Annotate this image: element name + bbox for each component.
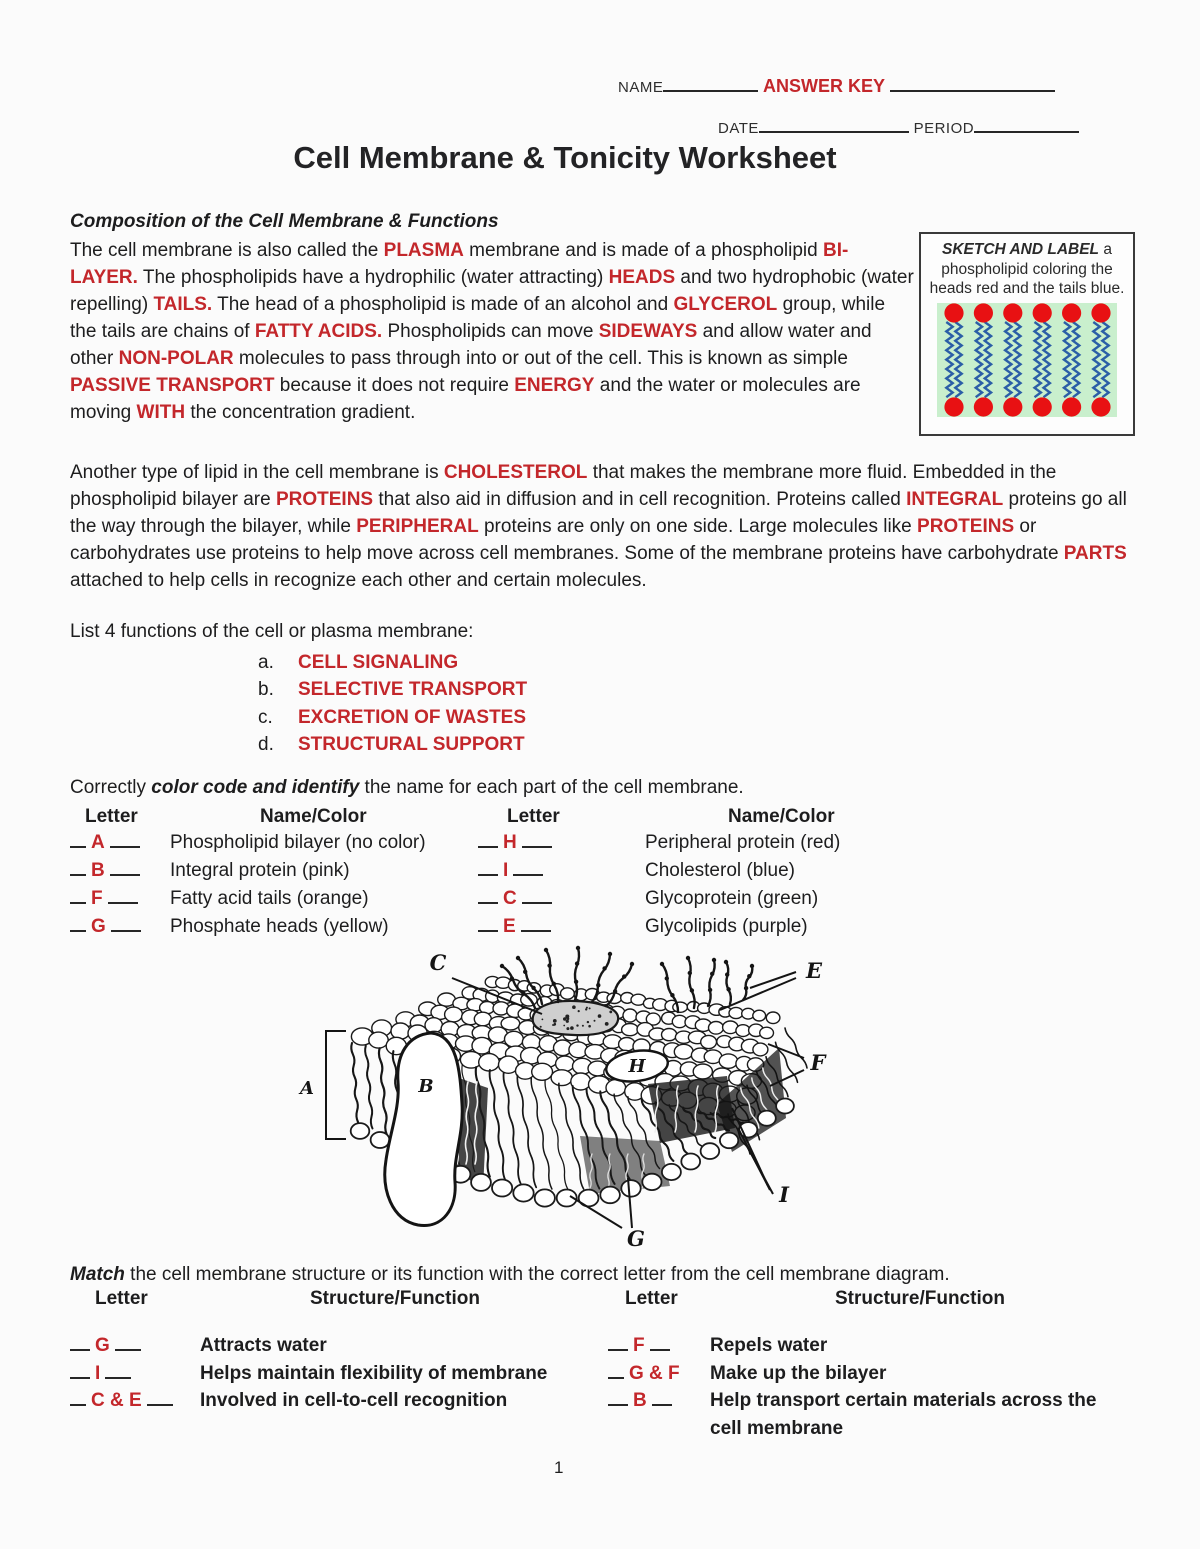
structure-cell: Make up the bilayer bbox=[710, 1362, 887, 1384]
letter-cell: I bbox=[478, 860, 645, 882]
sketch-box-caption bbox=[927, 240, 1127, 299]
page-title: Cell Membrane & Tonicity Worksheet bbox=[293, 140, 837, 175]
color-code-header-name-1: Name/Color bbox=[260, 806, 367, 827]
sketch-box-text: a phospholipid coloring the heads red and the tails blue. bbox=[929, 241, 1125, 297]
name-cell: Phosphate heads (yellow) bbox=[170, 916, 389, 937]
list-marker: c. bbox=[258, 706, 273, 728]
match-row bbox=[608, 1332, 1128, 1360]
cell-membrane-diagram bbox=[280, 936, 850, 1258]
functions-list bbox=[258, 649, 527, 758]
date-label: DATE bbox=[718, 120, 759, 137]
name-cell: Phospholipid bilayer (no color) bbox=[170, 832, 426, 853]
sketch-box-heading: SKETCH AND LABEL bbox=[942, 241, 1100, 258]
label-e: E bbox=[805, 958, 823, 983]
list-item bbox=[258, 731, 527, 758]
table-row bbox=[478, 888, 840, 916]
list-marker: d. bbox=[258, 733, 274, 755]
name-cell: Glycoprotein (green) bbox=[645, 888, 819, 909]
match-header-letter-1: Letter bbox=[95, 1288, 148, 1309]
match-left-column bbox=[70, 1332, 547, 1415]
name-cell: Integral protein (pink) bbox=[170, 860, 350, 881]
list-answer: STRUCTURAL SUPPORT bbox=[298, 733, 525, 755]
letter-cell: F bbox=[70, 888, 170, 910]
name-cell: Peripheral protein (red) bbox=[645, 832, 841, 853]
table-row bbox=[478, 832, 840, 860]
label-h: H bbox=[628, 1056, 646, 1077]
name-cell: Cholesterol (blue) bbox=[645, 860, 795, 881]
list-item bbox=[258, 704, 527, 731]
name-label: NAME bbox=[618, 79, 664, 96]
letter-cell: A bbox=[70, 832, 170, 854]
label-c: C bbox=[429, 950, 447, 975]
period-blank bbox=[974, 118, 1079, 133]
page-number: 1 bbox=[554, 1458, 564, 1477]
letter-cell: H bbox=[478, 832, 645, 854]
label-b: B bbox=[418, 1076, 434, 1097]
match-header-sf-1: Structure/Function bbox=[310, 1288, 480, 1309]
answer-key-text: ANSWER KEY bbox=[763, 76, 886, 96]
letter-cell: C & E bbox=[70, 1387, 200, 1415]
label-a: A bbox=[300, 1078, 314, 1099]
structure-cell: Attracts water bbox=[200, 1335, 327, 1356]
list-marker: b. bbox=[258, 679, 274, 701]
pointer-line-i3 bbox=[748, 1148, 773, 1194]
list-answer: CELL SIGNALING bbox=[298, 652, 459, 673]
name-row bbox=[618, 76, 1055, 97]
color-code-intro: Correctly color code and identify the name for each part of the cell membrane. bbox=[70, 777, 744, 798]
match-header-letter-2: Letter bbox=[625, 1288, 678, 1309]
table-row bbox=[70, 832, 426, 860]
letter-cell: G & F bbox=[608, 1360, 710, 1388]
structure-cell: Helps maintain flexibility of membrane bbox=[200, 1362, 548, 1384]
composition-heading: Composition of the Cell Membrane & Functions bbox=[70, 211, 499, 232]
table-row bbox=[70, 888, 426, 916]
date-row bbox=[718, 118, 1079, 137]
list-answer: EXCRETION OF WASTES bbox=[298, 706, 527, 728]
letter-cell: E bbox=[478, 916, 645, 938]
bilayer-bracket bbox=[326, 1031, 346, 1139]
match-row bbox=[70, 1360, 547, 1388]
list-answer: SELECTIVE TRANSPORT bbox=[298, 679, 528, 701]
letter-cell: G bbox=[70, 916, 170, 938]
date-blank bbox=[759, 118, 909, 133]
color-code-right-column bbox=[478, 832, 840, 944]
list-marker: a. bbox=[258, 652, 274, 673]
match-row bbox=[608, 1360, 1128, 1388]
label-g: G bbox=[627, 1226, 645, 1251]
letter-cell: B bbox=[70, 860, 170, 882]
match-right-column bbox=[608, 1332, 1128, 1443]
structure-cell: Repels water bbox=[710, 1335, 828, 1356]
match-intro: Match the cell membrane structure or its function with the correct letter from the cell membrane diagram. bbox=[70, 1264, 950, 1285]
color-code-left-column bbox=[70, 832, 426, 944]
composition-paragraph-2: Another type of lipid in the cell membrane is CHOLESTEROL that makes the membrane more fluid. Embedded in the phospholipid bilayer are PROTEINS that also aid in diffusion and in cell recognition. Proteins called INTEGRAL proteins go all the way through the bilayer, while PERIPHERAL proteins are only on one side. Large molecules like PROTEINS or carbohydrates use proteins to help move across cell membranes. Some of the membrane proteins have carbohydrate PARTS attached to help cells in recognize each other and certain molecules. bbox=[70, 462, 1127, 591]
sketch-and-label-box bbox=[919, 232, 1135, 436]
table-row bbox=[70, 860, 426, 888]
color-code-header-letter-1: Letter bbox=[85, 806, 138, 827]
color-code-header-name-2: Name/Color bbox=[728, 806, 835, 827]
table-row bbox=[478, 860, 840, 888]
letter-cell: C bbox=[478, 888, 645, 910]
match-header-sf-2: Structure/Function bbox=[835, 1288, 1005, 1309]
name-blank-2 bbox=[890, 77, 1055, 92]
list-item bbox=[258, 649, 527, 676]
functions-list-intro: List 4 functions of the cell or plasma membrane: bbox=[70, 621, 474, 642]
letter-cell: B bbox=[608, 1387, 710, 1442]
color-code-header-letter-2: Letter bbox=[507, 806, 560, 827]
structure-cell: Involved in cell-to-cell recognition bbox=[200, 1390, 508, 1412]
match-row bbox=[70, 1387, 547, 1415]
letter-cell: F bbox=[608, 1332, 710, 1360]
label-i: I bbox=[779, 1182, 789, 1207]
match-row bbox=[70, 1332, 547, 1360]
label-f: F bbox=[810, 1050, 826, 1075]
phospholipid-sketch-drawing bbox=[932, 299, 1122, 421]
name-cell: Glycolipids (purple) bbox=[645, 916, 808, 937]
period-label: PERIOD bbox=[913, 120, 975, 137]
composition-paragraph-1: The cell membrane is also called the PLASMA membrane and is made of a phospholipid BI-LAYER. The phospholipids have a hydrophilic (water attracting) HEADS and two hydrophobic (water repelling) TAILS. The head of a phospholipid is made of an alcohol and GLYCEROL group, while the tails are chains of FATTY ACIDS. Phospholipids can move SIDEWAYS and allow water and other NON-POLAR molecules to pass through into or out of the cell. This is known as simple PASSIVE TRANSPORT because it does not require ENERGY and the water or molecules are moving WITH the concentration gradient. bbox=[70, 240, 914, 423]
structure-cell: Help transport certain materials across the cell membrane bbox=[710, 1390, 1097, 1440]
match-row bbox=[608, 1387, 1128, 1442]
name-blank bbox=[663, 77, 758, 92]
letter-cell: G bbox=[70, 1332, 200, 1360]
letter-cell: I bbox=[70, 1360, 200, 1388]
list-item bbox=[258, 676, 527, 703]
name-cell: Fatty acid tails (orange) bbox=[170, 888, 369, 909]
